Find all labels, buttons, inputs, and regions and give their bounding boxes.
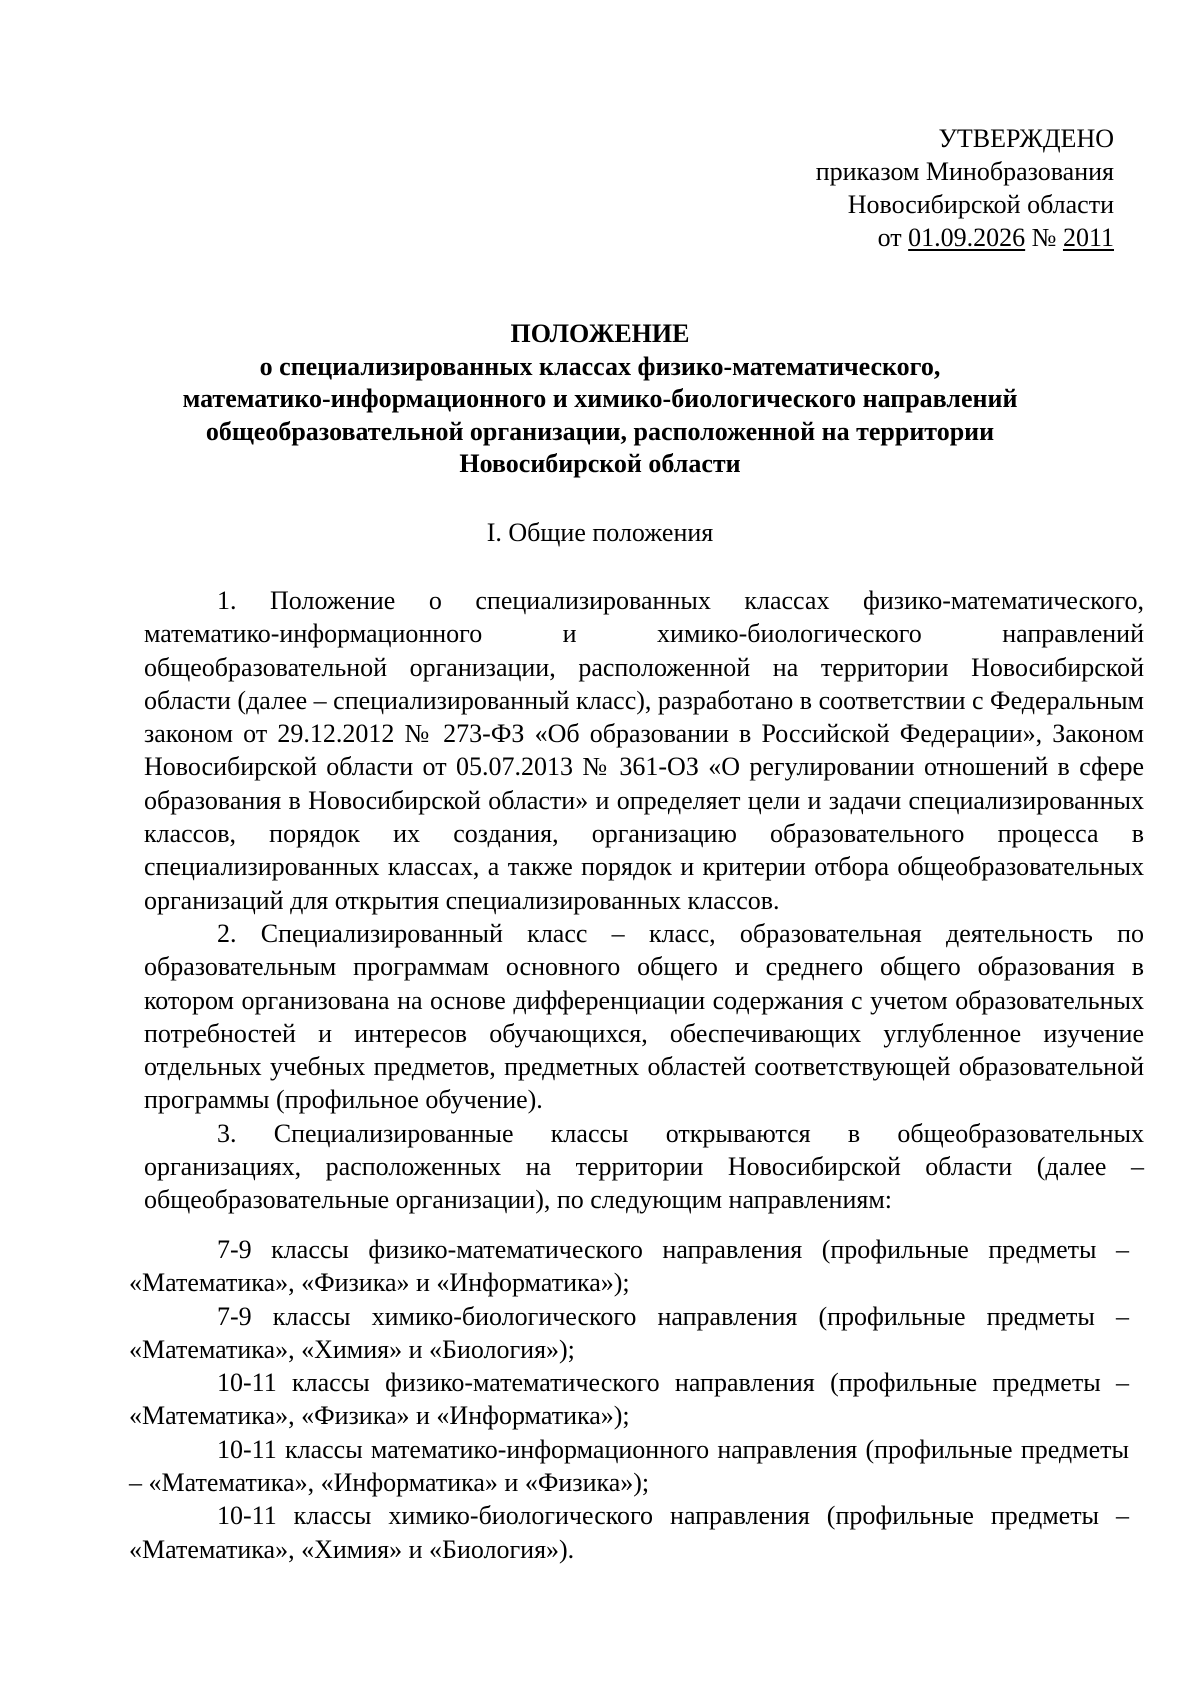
approval-date: 01.09.2026 (908, 223, 1026, 252)
direction-item: 10-11 классы математико-информационного направления (профильные предметы – «Математика», «Информатика» и «Физика»); (129, 1434, 1129, 1498)
approval-number: 2011 (1062, 223, 1114, 252)
title-line-2: математико-информационного и химико-биологического направлений (182, 384, 1018, 413)
approval-number-prefix: № (1025, 223, 1063, 252)
approval-date-line (514, 221, 1114, 254)
direction-item: 7-9 классы физико-математического направления (профильные предметы – «Математика», «Физика» и «Информатика»); (129, 1235, 1129, 1298)
direction-item: 10-11 классы химико-биологического направления (профильные предметы – «Математика», «Химия» и «Биология»). (129, 1501, 1129, 1564)
approval-stamp (514, 122, 1114, 254)
approval-region-line: Новосибирской области (847, 190, 1114, 219)
direction-item: 7-9 классы химико-биологического направления (профильные предметы – «Математика», «Химия» и «Биология»); (129, 1301, 1129, 1364)
document-title (100, 318, 1100, 481)
approval-order-line: приказом Минобразования (815, 157, 1114, 186)
paragraph-3: 3. Специализированные классы открываются в общеобразовательных организациях, расположенных на территории Новосибирской области (далее – общеобразовательные организации), по следующим направлениям: (144, 1118, 1144, 1215)
paragraph-2: 2. Специализированный класс – класс, образовательная деятельность по образовательным программам основного общего и среднего общего образования в котором организована на основе дифференциации содержания с учетом образовательных потребностей и интересов обучающихся, обеспечивающих углубленное изучение отдельных учебных предметов, предметных областей соответствующей образовательной программы (профильное обучение). (144, 918, 1144, 1115)
title-main: ПОЛОЖЕНИЕ (510, 319, 690, 348)
title-line-3: общеобразовательной организации, расположенной на территории (205, 416, 995, 446)
directions-list (129, 1233, 1129, 1566)
title-line-4: Новосибирской области (459, 449, 741, 478)
approval-heading: УТВЕРЖДЕНО (938, 124, 1114, 153)
paragraph-1: 1. Положение о специализированных классах физико-математического, математико-информационного и химико-биологического направлений общеобразовательной организации, расположенной на территории Новосибирской области (далее – специализированный класс), разработано в соответствии с Федеральным законом от 29.12.2012 № 273-ФЗ «Об образовании в Российской Федерации», Законом Новосибирской области от 05.07.2013 № 361-ОЗ «О регулировании отношений в сфере образования в Новосибирской области» и определяет цели и задачи специализированных классов, порядок их создания, организацию образовательного процесса в специализированных классах, а также порядок и критерии отбора общеобразовательных организаций для открытия специализированных классов. (144, 586, 1144, 915)
title-line-1: о специализированных классах физико-математического, (259, 351, 941, 381)
direction-item: 10-11 классы физико-математического направления (профильные предметы – «Математика», «Физика» и «Информатика»); (129, 1368, 1129, 1431)
body-text (144, 584, 1144, 1217)
approval-date-prefix: от (877, 223, 909, 252)
section-heading: I. Общие положения (486, 518, 714, 547)
